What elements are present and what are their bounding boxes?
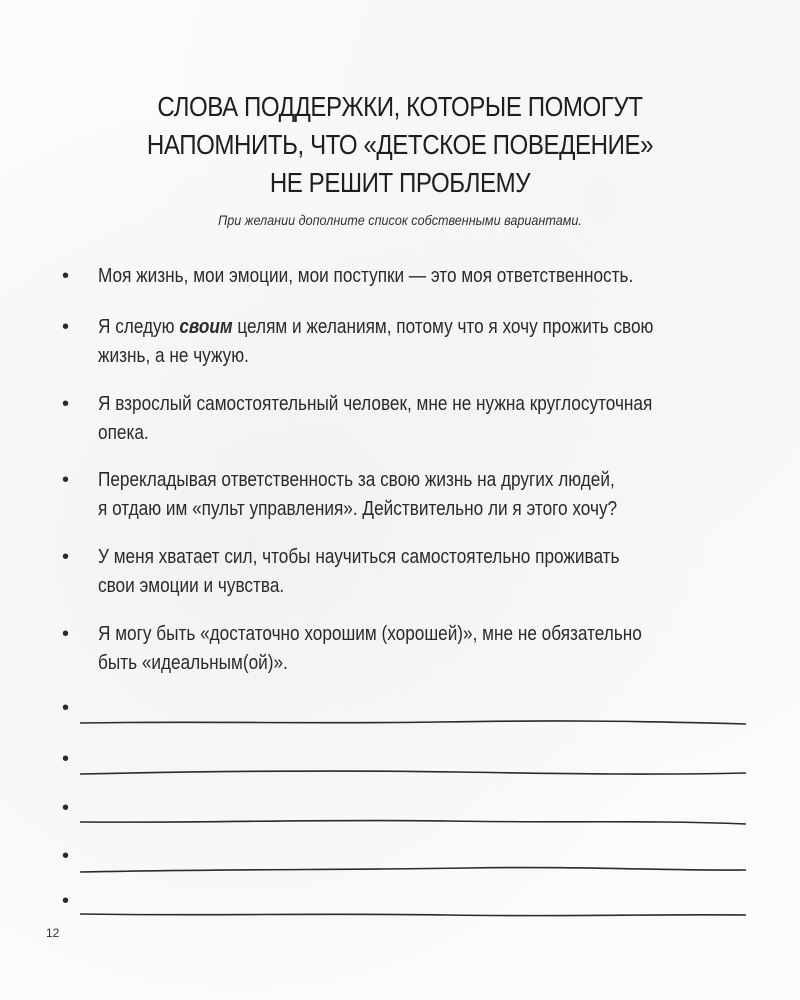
page-number: 12 bbox=[46, 926, 60, 940]
bullet-icon: • bbox=[62, 748, 70, 770]
subtitle: При желании дополните список собственными вариантами. bbox=[218, 212, 582, 228]
list-item-text: Моя жизнь, мои эмоции, мои поступки — это моя ответственность. bbox=[98, 265, 634, 287]
text-segment: Я следую bbox=[98, 316, 180, 338]
blank-write-in-line[interactable] bbox=[62, 890, 752, 920]
list-item-text-line-2: жизнь, а не чужую. bbox=[98, 345, 249, 367]
list-item-text-line-2: я отдаю им «пульт управления». Действительно ли я этого хочу? bbox=[98, 498, 618, 520]
list-item-text-line-1: У меня хватает сил, чтобы научиться самостоятельно проживать bbox=[98, 546, 620, 568]
list-item-text-line-2: свои эмоции и чувства. bbox=[98, 575, 285, 597]
handwriting-line bbox=[78, 697, 748, 729]
bullet-icon: • bbox=[62, 797, 70, 819]
handwriting-line bbox=[78, 845, 748, 877]
blank-write-in-line[interactable] bbox=[62, 748, 752, 778]
emphasized-word: своим bbox=[179, 316, 233, 338]
list-item-text-line-2: опека. bbox=[98, 422, 149, 444]
title-line-1: СЛОВА ПОДДЕРЖКИ, КОТОРЫЕ ПОМОГУТ bbox=[157, 91, 643, 122]
blank-write-in-line[interactable] bbox=[62, 797, 752, 827]
page-title bbox=[56, 88, 744, 202]
blank-write-in-line[interactable] bbox=[62, 697, 752, 727]
bullet-icon: • bbox=[62, 393, 70, 415]
handwriting-line bbox=[78, 890, 748, 922]
title-line-2: НАПОМНИТЬ, ЧТО «ДЕТСКОЕ ПОВЕДЕНИЕ» bbox=[146, 129, 654, 160]
list-item-text-line-1: Перекладывая ответственность за свою жизнь на других людей, bbox=[98, 469, 615, 491]
bullet-icon: • bbox=[62, 845, 70, 867]
bullet-icon: • bbox=[62, 316, 70, 338]
bullet-icon: • bbox=[62, 546, 70, 568]
text-segment: целям и желаниям, потому что я хочу прожить свою bbox=[232, 316, 654, 338]
list-item-text-line-1: Я могу быть «достаточно хорошим (хорошей)», мне не обязательно bbox=[98, 623, 642, 645]
handwriting-line bbox=[78, 748, 748, 780]
bullet-icon: • bbox=[62, 623, 70, 645]
bullet-icon: • bbox=[62, 265, 70, 287]
bullet-icon: • bbox=[62, 469, 70, 491]
list-item-text-line-1 bbox=[98, 313, 683, 342]
list-item-text-line-2: быть «идеальным(ой)». bbox=[98, 652, 288, 674]
title-line-3: НЕ РЕШИТ ПРОБЛЕМУ bbox=[269, 167, 531, 198]
list-item-text-line-1: Я взрослый самостоятельный человек, мне не нужна круглосуточная bbox=[98, 393, 653, 415]
handwriting-line bbox=[78, 797, 748, 829]
blank-write-in-line[interactable] bbox=[62, 845, 752, 875]
bullet-icon: • bbox=[62, 697, 70, 719]
bullet-icon: • bbox=[62, 890, 70, 912]
